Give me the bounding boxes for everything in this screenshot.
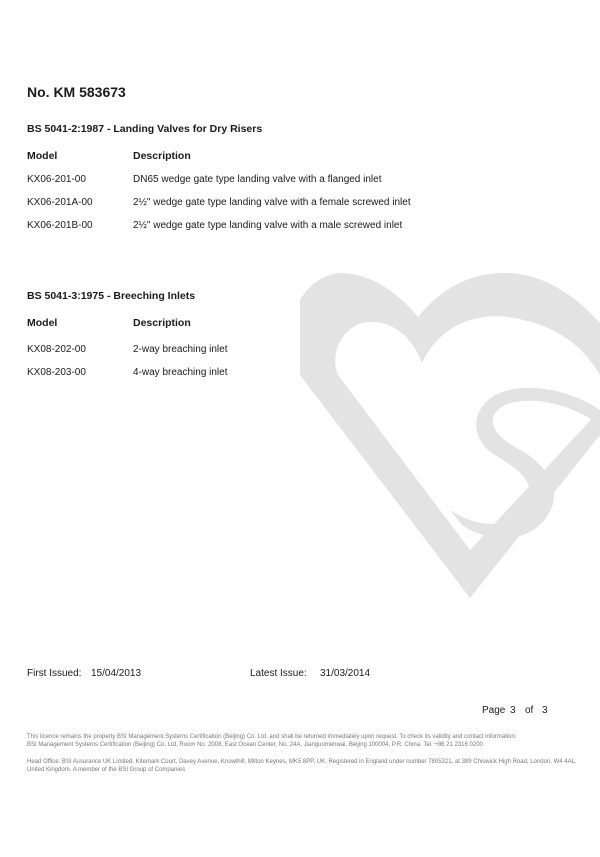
column-header-model: Model — [27, 317, 58, 329]
first-issued-label: First Issued: — [27, 668, 82, 679]
column-header-model: Model — [27, 150, 58, 162]
table-row-description: 2½" wedge gate type landing valve with a male screwed inlet — [133, 220, 403, 231]
table-row-description: 2½" wedge gate type landing valve with a female screwed inlet — [133, 197, 411, 208]
footer-head-office: Head Office: BSI Assurance UK Limited, Kitemark Court, Davey Avenue, Knowlhill, Milton Keynes, MK5 8PP, UK. Registered in England under number 7805321, at 389 Chiswick High Road, London, W4 4AL, United Kingdom. A member of the BSI Group of Companies — [27, 759, 577, 773]
table-row-model: KX08-202-00 — [27, 344, 86, 355]
latest-issue-date: 31/03/2014 — [320, 668, 371, 679]
table-row-model: KX06-201B-00 — [27, 220, 93, 231]
kitemark-icon — [300, 205, 600, 600]
page-current: 3 — [510, 705, 516, 716]
column-header-description: Description — [133, 317, 191, 329]
table-row-model: KX06-201-00 — [27, 174, 86, 185]
footer-licence-line: This licence remains the property BSI Management Systems Certification (Beijing) Co. Ltd. and shall be returned immediately upon request. To check its validity and contact information: — [27, 734, 517, 740]
section-title-breeching-inlets: BS 5041-3:1975 - Breeching Inlets — [27, 290, 196, 302]
table-row-model: KX06-201A-00 — [27, 197, 93, 208]
column-header-description: Description — [133, 150, 191, 162]
table-row-description: 4-way breaching inlet — [133, 367, 228, 378]
first-issued-date: 15/04/2013 — [91, 668, 142, 679]
table-row-description: 2-way breaching inlet — [133, 344, 228, 355]
page-of-label: of — [525, 705, 534, 716]
page-total: 3 — [542, 705, 548, 716]
footer-address-line: BSI Management Systems Certification (Beijing) Co. Ltd, Room No. 2008, East Ocean Center, No. 24A, Jianguomenwai, Beijing 100004, P.R. China. Tel. +86 21 2316 0200 — [27, 742, 483, 748]
certificate-number: No. KM 583673 — [27, 84, 126, 100]
table-row-description: DN65 wedge gate type landing valve with a flanged inlet — [133, 174, 382, 185]
table-row-model: KX08-203-00 — [27, 367, 86, 378]
page-label: Page — [482, 705, 506, 716]
section-title-landing-valves: BS 5041-2:1987 - Landing Valves for Dry Risers — [27, 123, 263, 135]
latest-issue-label: Latest Issue: — [250, 668, 307, 679]
kitemark-outline — [300, 273, 600, 598]
